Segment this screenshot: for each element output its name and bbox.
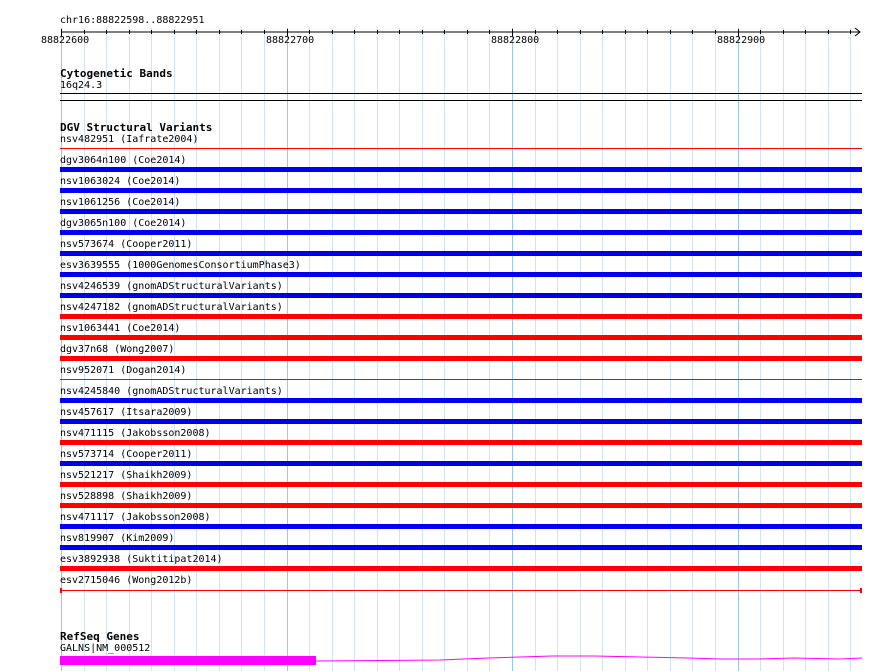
dgv-variant-label: nsv819907 (Kim2009) — [60, 533, 175, 544]
cytoband-band-top — [60, 93, 862, 94]
ruler-tick-label: 88822700 — [266, 35, 315, 46]
dgv-variant-label: nsv457617 (Itsara2009) — [60, 407, 193, 418]
dgv-variant-feature[interactable] — [60, 545, 862, 550]
dgv-variant-label: nsv573674 (Cooper2011) — [60, 239, 193, 250]
dgv-variant-label: nsv1063441 (Coe2014) — [60, 323, 181, 334]
gene-intron — [316, 656, 862, 661]
dgv-variant-feature[interactable] — [60, 379, 862, 380]
dgv-variant-label: nsv4246539 (gnomADStructuralVariants) — [60, 281, 283, 292]
refseq-gene-feature[interactable] — [0, 650, 890, 671]
refseq-gene-label: GALNS|NM_000512 — [60, 643, 151, 654]
dgv-variant-label: dgv3064n100 (Coe2014) — [60, 155, 187, 166]
dgv-variant-feature[interactable] — [60, 167, 862, 172]
bracket-left-cap — [60, 588, 62, 593]
dgv-variant-feature[interactable] — [60, 588, 862, 593]
dgv-variant-label: nsv573714 (Cooper2011) — [60, 449, 193, 460]
dgv-variant-label: nsv521217 (Shaikh2009) — [60, 470, 193, 481]
dgv-variant-feature[interactable] — [60, 482, 862, 487]
dgv-variant-feature[interactable] — [60, 188, 862, 193]
cytoband-track-title: Cytogenetic Bands — [60, 67, 173, 80]
dgv-variant-label: esv3892938 (Suktitipat2014) — [60, 554, 223, 565]
dgv-variant-feature[interactable] — [60, 251, 862, 256]
dgv-variant-feature[interactable] — [60, 356, 862, 361]
dgv-variant-feature[interactable] — [60, 335, 862, 340]
dgv-variant-label: nsv528898 (Shaikh2009) — [60, 491, 193, 502]
dgv-variant-label: dgv37n68 (Wong2007) — [60, 344, 175, 355]
dgv-variant-feature[interactable] — [60, 209, 862, 214]
cytoband-label: 16q24.3 — [60, 80, 103, 91]
dgv-variant-label: nsv471117 (Jakobsson2008) — [60, 512, 211, 523]
dgv-variant-feature[interactable] — [60, 293, 862, 298]
dgv-variant-feature[interactable] — [60, 419, 862, 424]
location-label: chr16:88822598..88822951 — [60, 15, 205, 26]
dgv-variant-label: nsv1061256 (Coe2014) — [60, 197, 181, 208]
refseq-track-title: RefSeq Genes — [60, 630, 140, 643]
dgv-variant-feature[interactable] — [60, 148, 862, 149]
ruler-tick-label: 88822900 — [717, 35, 766, 46]
dgv-variant-label: esv3639555 (1000GenomesConsortiumPhase3) — [60, 260, 301, 271]
dgv-variant-label: nsv4245840 (gnomADStructuralVariants) — [60, 386, 283, 397]
dgv-variant-feature[interactable] — [60, 524, 862, 529]
gene-exon[interactable] — [60, 656, 316, 665]
ruler-tick-label: 88822800 — [491, 35, 540, 46]
dgv-variant-label: nsv952071 (Dogan2014) — [60, 365, 187, 376]
dgv-variant-label: nsv4247182 (gnomADStructuralVariants) — [60, 302, 283, 313]
cytoband-band-bottom[interactable] — [60, 100, 862, 101]
dgv-variant-feature[interactable] — [60, 398, 862, 403]
dgv-variant-feature[interactable] — [60, 230, 862, 235]
dgv-variant-label: nsv1063024 (Coe2014) — [60, 176, 181, 187]
bracket-right-cap — [860, 588, 862, 593]
ruler-tick-label: 88822600 — [41, 35, 90, 46]
dgv-variant-feature[interactable] — [60, 566, 862, 571]
dgv-variant-feature[interactable] — [60, 503, 862, 508]
dgv-track-title: DGV Structural Variants — [60, 121, 213, 134]
dgv-variant-feature[interactable] — [60, 272, 862, 277]
dgv-variant-feature[interactable] — [60, 461, 862, 466]
dgv-variant-label: esv2715046 (Wong2012b) — [60, 575, 193, 586]
dgv-variant-label: nsv471115 (Jakobsson2008) — [60, 428, 211, 439]
dgv-variant-feature[interactable] — [60, 314, 862, 319]
dgv-variant-label: nsv482951 (Iafrate2004) — [60, 134, 199, 145]
bracket-line — [60, 590, 862, 591]
dgv-variant-feature[interactable] — [60, 440, 862, 445]
dgv-variant-label: dgv3065n100 (Coe2014) — [60, 218, 187, 229]
